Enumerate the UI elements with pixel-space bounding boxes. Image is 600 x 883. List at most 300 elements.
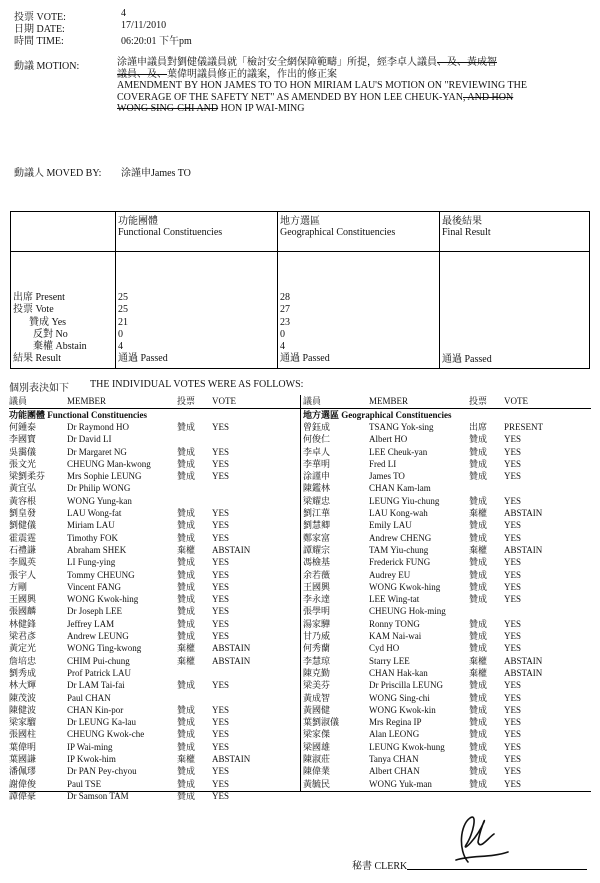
- left-member-en: Timothy FOK: [67, 532, 118, 543]
- right-member-en: TSANG Yok-sing: [369, 422, 434, 432]
- date-label: 日期 DATE:: [14, 24, 65, 35]
- right-member-en: Audrey EU: [369, 569, 411, 580]
- right-vote-zh: 贊成: [469, 692, 488, 703]
- left-member-en: WONG Kwok-hing: [67, 594, 139, 605]
- vote-no: 4: [121, 8, 126, 19]
- right-member-zh: 余若薇: [303, 569, 331, 580]
- left-row: [9, 446, 299, 458]
- left-member-zh: 潘佩璆: [9, 766, 37, 777]
- right-vote-en: YES: [504, 704, 522, 715]
- left-vote-en: YES: [212, 471, 230, 482]
- right-vote-zh: 贊成: [469, 754, 488, 765]
- left-vote-zh: 贊成: [177, 520, 196, 531]
- left-vote-en: YES: [212, 532, 230, 543]
- right-vote-zh: 贊成: [469, 594, 488, 605]
- col-geographical-zh: 地方選區: [280, 216, 320, 227]
- right-row: [303, 753, 593, 765]
- right-vote-en: YES: [504, 581, 522, 592]
- left-vote-en: YES: [212, 729, 230, 740]
- left-vote-zh: 贊成: [177, 631, 196, 642]
- right-member-en: Starry LEE: [369, 655, 410, 666]
- left-member-zh: 劉健儀: [9, 520, 37, 531]
- left-row: [9, 495, 299, 507]
- left-vote-en: YES: [212, 766, 230, 777]
- right-row: [303, 716, 593, 728]
- left-hdr-member-en: MEMBER: [67, 396, 107, 406]
- right-member-zh: 陳偉業: [303, 766, 331, 777]
- right-member-zh: 劉江華: [303, 508, 331, 519]
- final-result: 通過 Passed: [442, 353, 492, 365]
- right-vote-zh: 棄權: [469, 544, 488, 555]
- right-vote-zh: 贊成: [469, 569, 488, 580]
- right-member-en: Emily LAU: [369, 520, 412, 531]
- right-vote-zh: 贊成: [469, 618, 488, 629]
- left-member-en: Paul CHAN: [67, 692, 111, 703]
- right-vote-zh: 贊成: [469, 778, 488, 789]
- right-vote-en: YES: [504, 532, 522, 543]
- left-member-en: Abraham SHEK: [67, 544, 127, 555]
- left-vote-en: YES: [212, 422, 230, 432]
- right-vote-zh: 贊成: [469, 458, 488, 469]
- left-vote-zh: 贊成: [177, 766, 196, 777]
- col-final-en: Final Result: [442, 227, 491, 238]
- left-title: 功能團體 Functional Constituencies: [9, 410, 148, 420]
- left-member-en: Dr Philip WONG: [67, 483, 131, 494]
- right-member-en: TAM Yiu-chung: [369, 544, 429, 555]
- right-member-en: Ronny TONG: [369, 618, 420, 629]
- right-hdr-vote-zh: 投票: [469, 396, 488, 406]
- right-member-zh: 梁耀忠: [303, 495, 331, 506]
- right-vote-en: YES: [504, 557, 522, 568]
- right-vote-zh: 贊成: [469, 471, 488, 482]
- right-vote-en: YES: [504, 754, 522, 765]
- left-vote-en: YES: [212, 508, 230, 519]
- right-vote-en: YES: [504, 778, 522, 789]
- right-hdr-member-zh: 議員: [303, 396, 322, 406]
- right-member-en: CHAN Hak-kan: [369, 667, 428, 678]
- left-vote-zh: 贊成: [177, 557, 196, 568]
- right-member-en: WONG Kwok-kin: [369, 704, 436, 715]
- right-vote-en: YES: [504, 618, 522, 629]
- fc-abstain: 4: [118, 341, 123, 353]
- motion-zh-2: 葉偉明議員修正的議案，作出的修正案: [167, 68, 337, 80]
- left-vote-zh: 贊成: [177, 680, 196, 691]
- left-member-zh: 李國寶: [9, 434, 37, 445]
- right-member-zh: 葉劉淑儀: [303, 717, 340, 728]
- left-row: [9, 642, 299, 654]
- left-row: [9, 692, 299, 704]
- left-vote-zh: 贊成: [177, 717, 196, 728]
- left-vote-en: ABSTAIN: [212, 754, 251, 765]
- label-no: 反對 No: [33, 328, 68, 340]
- right-row: [303, 778, 593, 790]
- motion-en-2: COVERAGE OF THE SAFETY NET" AS AMENDED BY HON LEE CHEUK-YAN: [117, 91, 463, 103]
- left-row: [9, 716, 299, 728]
- left-vote-en: YES: [212, 741, 230, 752]
- left-row: [9, 458, 299, 470]
- left-hdr-member-zh: 議員: [9, 396, 28, 406]
- right-member-en: Cyd HO: [369, 643, 400, 654]
- left-member-zh: 張國柱: [9, 729, 37, 740]
- summary-corner: [11, 212, 116, 252]
- left-row: [9, 778, 299, 790]
- right-member-en: CHAN Kam-lam: [369, 483, 431, 494]
- right-vote-en: ABSTAIN: [504, 667, 543, 678]
- left-member-en: Dr PAN Pey-chyou: [67, 766, 137, 777]
- right-member-en: Fred LI: [369, 458, 397, 469]
- date-value: 17/11/2010: [121, 20, 167, 31]
- right-member-zh: 李永達: [303, 594, 331, 605]
- label-present: 出席 Present: [13, 292, 65, 303]
- col-final-zh: 最後結果: [442, 216, 482, 227]
- left-member-zh: 李鳳英: [9, 557, 37, 568]
- right-vote-en: YES: [504, 692, 522, 703]
- right-vote-en: YES: [504, 766, 522, 777]
- left-row: [9, 433, 299, 445]
- left-member-zh: 吳靄儀: [9, 446, 37, 457]
- right-row: [303, 642, 593, 654]
- right-member-en: WONG Yuk-man: [369, 778, 432, 789]
- left-vote-zh: 贊成: [177, 778, 196, 789]
- right-vote-en: ABSTAIN: [504, 508, 543, 519]
- right-vote-en: YES: [504, 471, 522, 482]
- left-member-en: IP Wai-ming: [67, 741, 113, 752]
- right-member-zh: 鄭家富: [303, 532, 331, 543]
- motion-en-2-strike: , AND HON: [462, 91, 514, 103]
- right-row: [303, 593, 593, 605]
- left-member-zh: 葉國謙: [9, 754, 37, 765]
- left-row: [9, 519, 299, 531]
- right-member-zh: 黃國健: [303, 704, 331, 715]
- right-vote-list: [303, 421, 593, 790]
- left-row: [9, 753, 299, 765]
- left-row: [9, 679, 299, 691]
- left-member-en: IP Kwok-him: [67, 754, 116, 765]
- left-vote-zh: 贊成: [177, 606, 196, 617]
- left-row: [9, 667, 299, 679]
- right-member-en: Albert CHAN: [369, 766, 420, 777]
- col-functional-en: Functional Constituencies: [118, 227, 223, 238]
- left-vote-zh: 贊成: [177, 618, 196, 629]
- right-row: [303, 507, 593, 519]
- left-row: [9, 655, 299, 667]
- right-vote-en: YES: [504, 631, 522, 642]
- left-member-zh: 林大輝: [9, 680, 37, 691]
- left-member-zh: 陳健波: [9, 704, 37, 715]
- right-vote-zh: 棄權: [469, 655, 488, 666]
- right-vote-zh: 贊成: [469, 631, 488, 642]
- right-vote-en: YES: [504, 458, 522, 469]
- left-vote-en: YES: [212, 717, 230, 728]
- right-vote-en: YES: [504, 680, 522, 691]
- clerk-label: 秘書 CLERK: [352, 861, 408, 872]
- left-vote-en: YES: [212, 618, 230, 629]
- right-vote-zh: 贊成: [469, 581, 488, 592]
- left-member-zh: 張宇人: [9, 569, 37, 580]
- left-member-zh: 張文光: [9, 458, 37, 469]
- left-member-en: Paul TSE: [67, 778, 102, 789]
- motion-zh-1: 涂謹申議員對劉健儀議員就「檢討安全網保障範疇」所提，經李卓人議員: [117, 57, 437, 68]
- right-row: [303, 569, 593, 581]
- left-hdr-vote-zh: 投票: [177, 396, 196, 406]
- right-row: [303, 433, 593, 445]
- left-vote-en: YES: [212, 446, 230, 457]
- left-vote-zh: 贊成: [177, 532, 196, 543]
- fc-present: 25: [118, 292, 128, 303]
- right-row: [303, 544, 593, 556]
- right-member-en: LEE Cheuk-yan: [369, 446, 428, 457]
- left-vote-en: YES: [212, 569, 230, 580]
- fc-result: 通過 Passed: [118, 353, 168, 365]
- left-member-zh: 梁家騮: [9, 717, 37, 728]
- right-vote-zh: 贊成: [469, 643, 488, 654]
- gc-yes: 23: [280, 316, 290, 328]
- right-vote-en: ABSTAIN: [504, 544, 543, 555]
- right-vote-zh: 贊成: [469, 532, 488, 543]
- left-vote-zh: 棄權: [177, 655, 196, 666]
- right-hdr-vote-en: VOTE: [504, 396, 528, 406]
- left-vote-en: YES: [212, 704, 230, 715]
- left-vote-en: ABSTAIN: [212, 655, 251, 666]
- gc-abstain: 4: [280, 341, 285, 353]
- motion-text: [117, 57, 527, 115]
- left-vote-zh: 棄權: [177, 754, 196, 765]
- left-member-zh: 謝偉俊: [9, 778, 37, 789]
- left-vote-en: YES: [212, 581, 230, 592]
- left-member-en: Dr Samson TAM: [67, 790, 129, 801]
- col-functional-zh: 功能團體: [118, 216, 158, 227]
- right-row: [303, 495, 593, 507]
- right-row: [303, 765, 593, 777]
- left-member-zh: 譚偉豪: [9, 790, 37, 801]
- row-labels: [11, 252, 116, 369]
- right-vote-zh: 棄權: [469, 508, 488, 519]
- right-row: [303, 704, 593, 716]
- right-row: [303, 741, 593, 753]
- left-row: [9, 421, 299, 433]
- motion-zh-1-strike: 、及、黃成智: [437, 57, 497, 68]
- right-member-zh: 譚耀宗: [303, 544, 331, 555]
- right-vote-en: YES: [504, 741, 522, 752]
- left-member-en: LI Fung-ying: [67, 557, 116, 568]
- right-member-zh: 陳克勤: [303, 667, 331, 678]
- right-hdr-member-en: MEMBER: [369, 396, 409, 406]
- time-value: 06:20:01 下午pm: [121, 36, 192, 47]
- right-row: [303, 532, 593, 544]
- clerk-signature: [428, 800, 518, 870]
- right-row: [303, 446, 593, 458]
- left-member-en: WONG Ting-kwong: [67, 643, 142, 654]
- right-vote-zh: 棄權: [469, 667, 488, 678]
- motion-en-3: HON IP WAI-MING: [220, 103, 305, 114]
- right-vote-zh: 贊成: [469, 729, 488, 740]
- right-vote-en: YES: [504, 520, 522, 531]
- left-row: [9, 470, 299, 482]
- left-vote-zh: 贊成: [177, 581, 196, 592]
- left-vote-en: YES: [212, 778, 230, 789]
- right-vote-en: YES: [504, 717, 522, 728]
- right-member-zh: 馮檢基: [303, 557, 331, 568]
- right-vote-zh: 贊成: [469, 741, 488, 752]
- label-vote: 投票 Vote: [13, 304, 54, 316]
- final-values: [440, 252, 590, 369]
- left-vote-zh: 贊成: [177, 446, 196, 457]
- left-vote-zh: 贊成: [177, 729, 196, 740]
- right-vote-zh: 贊成: [469, 704, 488, 715]
- left-member-en: Dr LAM Tai-fai: [67, 680, 125, 691]
- right-member-zh: 梁美芬: [303, 680, 331, 691]
- gc-vote: 27: [280, 304, 290, 316]
- right-member-zh: 曾鈺成: [303, 422, 331, 432]
- left-row: [9, 532, 299, 544]
- right-row: [303, 667, 593, 679]
- right-vote-en: YES: [504, 495, 522, 506]
- left-row: [9, 618, 299, 630]
- left-vote-en: YES: [212, 458, 230, 469]
- left-vote-zh: 贊成: [177, 594, 196, 605]
- motion-en-3-strike: WONG SING-CHI AND: [117, 103, 219, 114]
- left-member-zh: 陳茂波: [9, 692, 37, 703]
- left-vote-zh: 棄權: [177, 544, 196, 555]
- vote-no-label: 投票 VOTE:: [14, 12, 66, 23]
- left-vote-en: YES: [212, 520, 230, 531]
- right-member-zh: 梁家傑: [303, 729, 331, 740]
- left-row: [9, 728, 299, 740]
- right-member-en: Albert HO: [369, 434, 408, 445]
- left-member-en: Andrew LEUNG: [67, 631, 129, 642]
- right-title: 地方選區 Geographical Constituencies: [303, 410, 452, 420]
- left-vote-zh: 贊成: [177, 569, 196, 580]
- left-member-zh: 霍震霆: [9, 532, 37, 543]
- column-divider: [300, 395, 301, 791]
- left-vote-list: [9, 421, 299, 802]
- left-member-zh: 黃容根: [9, 495, 37, 506]
- right-member-zh: 劉慧卿: [303, 520, 331, 531]
- right-row: [303, 421, 593, 433]
- right-vote-zh: 出席: [469, 422, 488, 432]
- right-row: [303, 581, 593, 593]
- left-vote-zh: 贊成: [177, 422, 196, 432]
- left-row: [9, 507, 299, 519]
- left-member-zh: 林健鋒: [9, 618, 37, 629]
- left-member-en: Dr David LI: [67, 434, 112, 445]
- left-headers: [9, 395, 299, 407]
- left-vote-en: YES: [212, 631, 230, 642]
- motion-zh-2-strike: 議員、及、: [117, 68, 167, 80]
- right-member-zh: 湯家驊: [303, 618, 331, 629]
- right-headers: [303, 395, 593, 407]
- left-member-zh: 黃宜弘: [9, 483, 37, 494]
- left-row: [9, 704, 299, 716]
- right-vote-zh: 贊成: [469, 557, 488, 568]
- left-vote-en: ABSTAIN: [212, 643, 251, 654]
- moved-by-label: 動議人 MOVED BY:: [14, 168, 102, 179]
- left-member-zh: 葉偉明: [9, 741, 37, 752]
- individual-intro-zh: 個別表決如下: [9, 383, 69, 394]
- gc-present: 28: [280, 292, 290, 303]
- left-vote-en: YES: [212, 557, 230, 568]
- left-row: [9, 630, 299, 642]
- right-member-zh: 何俊仁: [303, 434, 331, 445]
- right-member-zh: 張學明: [303, 606, 331, 617]
- right-member-en: Frederick FUNG: [369, 557, 431, 568]
- right-vote-en: YES: [504, 729, 522, 740]
- right-vote-en: ABSTAIN: [504, 655, 543, 666]
- col-geographical-header: [278, 212, 440, 252]
- left-member-zh: 劉皇發: [9, 508, 37, 519]
- right-member-en: Dr Priscilla LEUNG: [369, 680, 443, 691]
- left-row: [9, 556, 299, 568]
- right-vote-zh: 贊成: [469, 520, 488, 531]
- right-row: [303, 679, 593, 691]
- right-member-zh: 黃毓民: [303, 778, 331, 789]
- right-member-zh: 涂謹申: [303, 471, 331, 482]
- right-member-zh: 李卓人: [303, 446, 331, 457]
- left-member-en: Dr LEUNG Ka-lau: [67, 717, 136, 728]
- right-row: [303, 618, 593, 630]
- left-member-en: CHIM Pui-chung: [67, 655, 130, 666]
- right-member-zh: 陳淑莊: [303, 754, 331, 765]
- summary-table: [10, 211, 590, 369]
- right-vote-en: YES: [504, 446, 522, 457]
- left-row: [9, 482, 299, 494]
- bottom-rule: [9, 791, 591, 792]
- left-row: [9, 765, 299, 777]
- left-member-en: WONG Yung-kan: [67, 495, 132, 506]
- fc-yes: 21: [118, 316, 128, 328]
- right-member-en: WONG Kwok-hing: [369, 581, 441, 592]
- right-member-en: CHEUNG Hok-ming: [369, 606, 446, 617]
- right-member-en: James TO: [369, 471, 405, 482]
- right-member-en: LEUNG Kwok-hung: [369, 741, 445, 752]
- left-member-en: Dr Margaret NG: [67, 446, 127, 457]
- left-member-en: Vincent FANG: [67, 581, 122, 592]
- right-member-en: Tanya CHAN: [369, 754, 419, 765]
- fc-no: 0: [118, 328, 123, 340]
- right-member-zh: 李慧琼: [303, 655, 331, 666]
- right-vote-zh: 贊成: [469, 717, 488, 728]
- left-row: [9, 741, 299, 753]
- left-member-en: Mrs Sophie LEUNG: [67, 471, 142, 482]
- left-vote-zh: 贊成: [177, 458, 196, 469]
- gc-no: 0: [280, 328, 285, 340]
- right-vote-zh: 贊成: [469, 495, 488, 506]
- left-vote-en: ABSTAIN: [212, 544, 251, 555]
- right-row: [303, 482, 593, 494]
- signature-line: [407, 869, 587, 870]
- right-row: [303, 470, 593, 482]
- individual-intro-en: THE INDIVIDUAL VOTES WERE AS FOLLOWS:: [90, 379, 304, 390]
- right-row: [303, 692, 593, 704]
- label-yes: 贊成 Yes: [29, 316, 67, 328]
- left-vote-zh: 贊成: [177, 704, 196, 715]
- left-member-zh: 梁劉柔芬: [9, 471, 46, 482]
- right-member-zh: 陳鑑林: [303, 483, 331, 494]
- left-member-zh: 張國麟: [9, 606, 37, 617]
- right-vote-en: YES: [504, 569, 522, 580]
- left-member-en: CHEUNG Kwok-che: [67, 729, 145, 740]
- left-member-zh: 黃定光: [9, 643, 37, 654]
- right-vote-en: YES: [504, 594, 522, 605]
- motion-label: 動議 MOTION:: [14, 61, 80, 72]
- label-abstain: 棄權 Abstain: [33, 341, 87, 353]
- right-member-zh: 甘乃威: [303, 631, 331, 642]
- right-row: [303, 630, 593, 642]
- fc-vote: 25: [118, 304, 128, 316]
- left-member-zh: 方剛: [9, 581, 28, 592]
- left-member-zh: 劉秀成: [9, 667, 37, 678]
- left-member-en: Dr Raymond HO: [67, 422, 129, 432]
